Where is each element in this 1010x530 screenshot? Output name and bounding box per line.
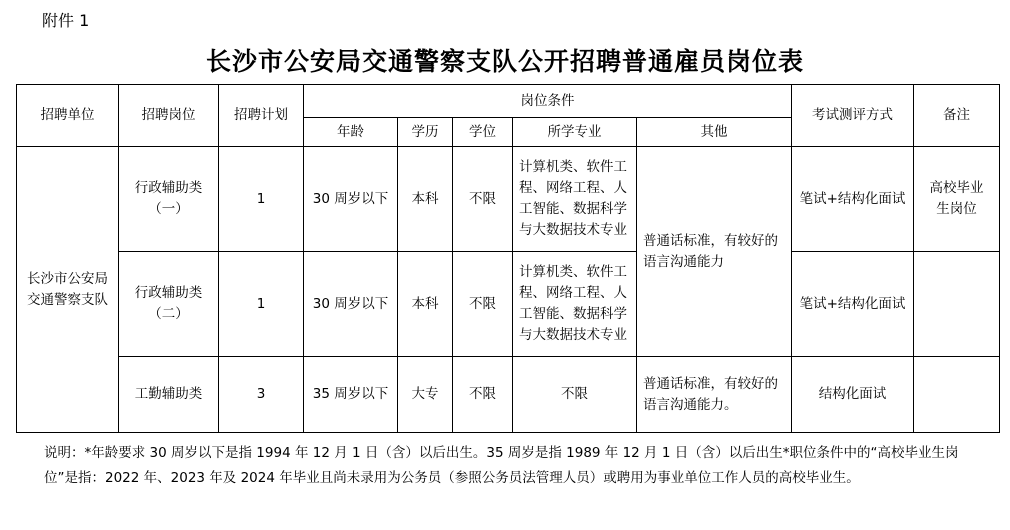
header-unit: 招聘单位: [17, 85, 119, 147]
plan-cell: 1: [219, 147, 304, 252]
plan-cell: 1: [219, 252, 304, 357]
header-conditions: 岗位条件: [304, 85, 792, 118]
header-age: 年龄: [304, 118, 398, 147]
post-cell: 行政辅助类（二）: [119, 252, 219, 357]
unit-cell: 长沙市公安局交通警察支队: [17, 147, 119, 433]
table-row: [17, 147, 1000, 252]
exam-cell: 结构化面试: [792, 357, 914, 433]
header-education: 学历: [398, 118, 453, 147]
explanation-note: 说明：*年龄要求 30 周岁以下是指 1994 年 12 月 1 日（含）以后出生。35 周岁是指 1989 年 12 月 1 日（含）以后出生*职位条件中的“高校毕业生岗位”是指：2022 年、2023 年及 2024 年毕业且尚未录用为公务员（参照公务员法管理人员）或聘用为事业单位工作人员的高校毕业生。: [44, 445, 959, 486]
header-row: [17, 85, 1000, 118]
degree-cell: 不限: [453, 147, 513, 252]
exam-cell: 笔试+结构化面试: [792, 252, 914, 357]
attachment-label: 附件 1: [42, 11, 90, 30]
header-major: 所学专业: [513, 118, 637, 147]
degree-cell: 不限: [453, 357, 513, 433]
header-post: 招聘岗位: [119, 85, 219, 147]
major-cell: 不限: [513, 357, 637, 433]
age-cell: 30 周岁以下: [304, 147, 398, 252]
degree-cell: 不限: [453, 252, 513, 357]
header-degree: 学位: [453, 118, 513, 147]
major-cell: 计算机类、软件工程、网络工程、人工智能、数据科学与大数据技术专业: [513, 252, 637, 357]
major-cell: 计算机类、软件工程、网络工程、人工智能、数据科学与大数据技术专业: [513, 147, 637, 252]
table-row: [17, 252, 1000, 357]
age-cell: 30 周岁以下: [304, 252, 398, 357]
table-row: [17, 357, 1000, 433]
post-cell: 行政辅助类（一）: [119, 147, 219, 252]
education-cell: 本科: [398, 252, 453, 357]
remark-cell: 高校毕业生岗位: [914, 147, 1000, 252]
post-cell: 工勤辅助类: [119, 357, 219, 433]
remark-cell: [914, 252, 1000, 357]
header-exam: 考试测评方式: [792, 85, 914, 147]
age-cell: 35 周岁以下: [304, 357, 398, 433]
header-remark: 备注: [914, 85, 1000, 147]
header-plan: 招聘计划: [219, 85, 304, 147]
header-other: 其他: [637, 118, 792, 147]
education-cell: 本科: [398, 147, 453, 252]
recruitment-table: [16, 84, 1000, 433]
exam-cell: 笔试+结构化面试: [792, 147, 914, 252]
remark-cell: [914, 357, 1000, 433]
other-cell: 普通话标准，有较好的语言沟通能力。: [637, 357, 792, 433]
other-cell: 普通话标准，有较好的语言沟通能力: [637, 147, 792, 357]
plan-cell: 3: [219, 357, 304, 433]
page-title: 长沙市公安局交通警察支队公开招聘普通雇员岗位表: [205, 47, 804, 76]
education-cell: 大专: [398, 357, 453, 433]
